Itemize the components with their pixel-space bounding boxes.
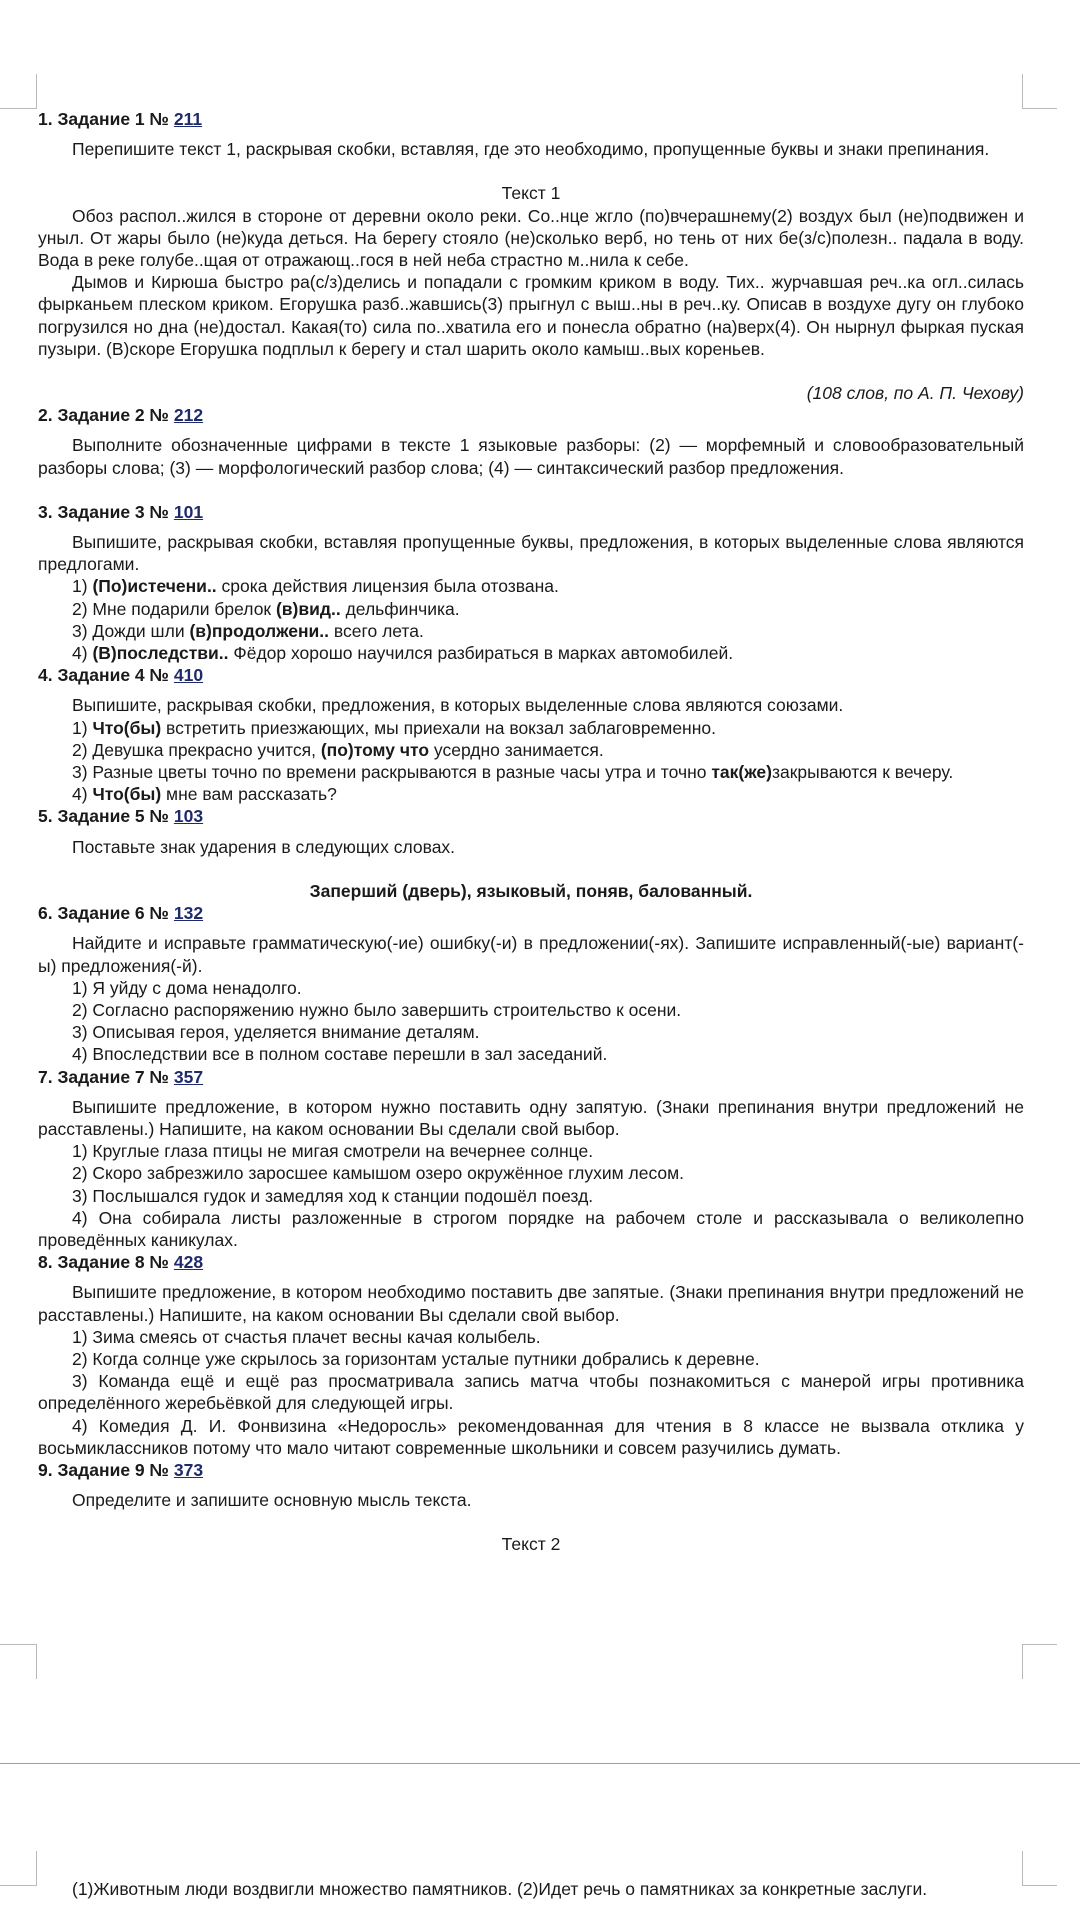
crop-mark-bottom-right <box>1022 1644 1057 1679</box>
task-4-heading <box>38 664 1024 686</box>
task-8-heading <box>38 1251 1024 1273</box>
list-item: 4) Комедия Д. И. Фонвизина «Недоросль» рекомендованная для чтения в 8 классе не вызвала отклика у восьмиклассников потому что мало читают современные школьники и совсем разучились думать. <box>38 1415 1024 1458</box>
task-instruction: Определите и запишите основную мысль текста. <box>72 1490 472 1511</box>
crop-mark-bottom-left <box>0 1644 37 1679</box>
task-heading-text: 4. Задание 4 № <box>38 665 174 686</box>
task-2-heading <box>38 404 1024 426</box>
list-item: 3) Послышался гудок и замедляя ход к станции подошёл поезд. <box>72 1185 594 1206</box>
page-2 <box>0 1764 1080 1920</box>
list-item: 4) (В)последстви.. Фёдор хорошо научился разбираться в марках автомобилей. <box>72 643 734 664</box>
task-number-link[interactable]: 357 <box>173 1066 204 1087</box>
crop-mark-page2-left <box>0 1851 37 1886</box>
task-instruction: Выполните обозначенные цифрами в тексте 1 языковые разборы: (2) — морфемный и словообразовательный разборы слова; (3) — морфологический разбор слова; (4) — синтаксический разбор предложения. <box>38 435 1024 478</box>
list-item: 1) Я уйду с дома ненадолго. <box>72 977 302 998</box>
list-item: 3) Описывая героя, уделяется внимание деталям. <box>72 1022 480 1043</box>
task-heading-text: 1. Задание 1 № <box>38 109 174 129</box>
task-number-link[interactable]: 428 <box>173 1252 204 1273</box>
list-item: 1) Зима смеясь от счастья плачет весны качая колыбель. <box>72 1326 541 1347</box>
document-body-page-2 <box>38 1878 1024 1900</box>
list-item: 1) Что(бы) встретить приезжающих, мы приехали на вокзал заблаговременно. <box>72 717 716 738</box>
task-instruction: Выпишите, раскрывая скобки, вставляя пропущенные буквы, предложения, в которых выделенные слова являются предлогами. <box>38 532 1024 575</box>
list-item: 2) Скоро забрезжило заросшее камышом озеро окружённое глухим лесом. <box>72 1163 685 1184</box>
list-item: 2) Мне подарили брелок (в)вид.. дельфинчика. <box>72 598 460 619</box>
task-9-heading <box>38 1459 1024 1481</box>
task-instruction: Выпишите предложение, в котором необходимо поставить две запятые. (Знаки препинания внутри предложений не расставлены.) Напишите, на каком основании Вы сделали свой выбор. <box>38 1282 1024 1325</box>
list-item: 1) (По)истечени.. срока действия лицензия была отозвана. <box>72 576 559 597</box>
task-heading-text: 8. Задание 8 № <box>38 1252 174 1273</box>
text-title: Текст 1 <box>501 183 561 204</box>
task-7-heading <box>38 1066 1024 1088</box>
task-6-heading <box>38 902 1024 924</box>
task-number-link[interactable]: 132 <box>173 903 204 924</box>
list-item: 3) Разные цветы точно по времени раскрываются в разные часы утра и точно так(же)закрываются к вечеру. <box>72 762 954 783</box>
text-paragraph: (1)Животным люди воздвигли множество памятников. (2)Идет речь о памятниках за конкретные заслуги. <box>72 1879 928 1899</box>
stress-words: Заперший (дверь), языковый, поняв, балованный. <box>309 880 753 901</box>
document-body <box>38 108 1024 1556</box>
task-number-link[interactable]: 212 <box>173 405 204 426</box>
list-item: 4) Что(бы) мне вам рассказать? <box>72 784 337 805</box>
task-1-heading <box>38 108 1024 130</box>
task-3-heading <box>38 501 1024 523</box>
task-heading-text: 3. Задание 3 № <box>38 501 174 522</box>
list-item: 3) Дожди шли (в)продолжени.. всего лета. <box>72 620 424 641</box>
task-instruction: Найдите и исправьте грамматическую(-ие) ошибку(-и) в предложении(-ях). Запишите исправленный(-ые) вариант(-ы) предложения(-й). <box>38 933 1024 976</box>
crop-mark-page2-right <box>1022 1851 1057 1886</box>
task-instruction: Выпишите предложение, в котором нужно поставить одну запятую. (Знаки препинания внутри предложений не расставлены.) Напишите, на каком основании Вы сделали свой выбор. <box>38 1096 1024 1139</box>
task-number-link[interactable]: 103 <box>173 806 204 827</box>
task-5-heading <box>38 805 1024 827</box>
task-number-link[interactable]: 410 <box>173 665 204 686</box>
crop-mark-top-left <box>0 74 37 109</box>
list-item: 4) Она собирала листы разложенные в строгом порядке на рабочем столе и рассказывала о великолепно проведённых каникулах. <box>38 1207 1024 1250</box>
crop-mark-top-right <box>1022 74 1057 109</box>
text-source: (108 слов, по А. П. Чехову) <box>806 383 1024 404</box>
list-item: 2) Девушка прекрасно учится, (по)тому что усердно занимается. <box>72 739 604 760</box>
list-item: 4) Впоследствии все в полном составе перешли в зал заседаний. <box>72 1044 608 1065</box>
list-item: 3) Команда ещё и ещё раз просматривала запись матча чтобы познакомиться с манерой игры противника определённого жеребьёвкой для следующей игры. <box>38 1371 1024 1414</box>
task-number-link[interactable]: 373 <box>173 1459 204 1480</box>
task-number-link[interactable]: 101 <box>173 501 204 522</box>
task-heading-text: 6. Задание 6 № <box>38 903 174 924</box>
task-instruction: Поставьте знак ударения в следующих словах. <box>72 836 456 857</box>
text-paragraph: Дымов и Кирюша быстро ра(с/з)делись и попадали с громким криком в воду. Тих.. журчавшая реч..ка огл..силась фырканьем плеском криком. Егорушка разб..жавшись(3) прыгнул с выш..ны в реч..ку. Описав в воздухе дугу он глубоко погрузился но дна (не)достал. Какая(то) сила по..хватила его и понесла обратно (на)верх(4). Он нырнул фыркая пуская пузыри. (В)скоре Егорушка подплыл к берегу и стал шарить около камыш..вых кореньев. <box>38 272 1024 359</box>
task-heading-text: 9. Задание 9 № <box>38 1459 174 1480</box>
list-item: 2) Когда солнце уже скрылось за горизонтам усталые путники добрались к деревне. <box>72 1348 760 1369</box>
text-paragraph: Обоз распол..жился в стороне от деревни около реки. Со..нце жгло (по)вчерашнему(2) воздух был (не)подвижен и уныл. От жары было (не)куда деться. На берегу стояло (не)сколько верб, но тень от них бе(з/с)полезн.. падала в воду. Вода в реке голубе..щая от отражающ..гося в ней неба страстно м..нила к себе. <box>38 205 1024 271</box>
task-heading-text: 5. Задание 5 № <box>38 806 174 827</box>
task-heading-text: 7. Задание 7 № <box>38 1066 174 1087</box>
task-heading-text: 2. Задание 2 № <box>38 405 174 426</box>
list-item: 1) Круглые глаза птицы не мигая смотрели на вечернее солнце. <box>72 1141 594 1162</box>
task-number-link[interactable]: 211 <box>173 109 203 129</box>
task-instruction: Выпишите, раскрывая скобки, предложения, в которых выделенные слова являются союзами. <box>72 695 844 716</box>
list-item: 2) Согласно распоряжению нужно было завершить строительство к осени. <box>72 999 682 1020</box>
task-instruction: Перепишите текст 1, раскрывая скобки, вставляя, где это необходимо, пропущенные буквы и знаки препинания. <box>72 139 990 160</box>
text-title: Текст 2 <box>501 1534 561 1555</box>
